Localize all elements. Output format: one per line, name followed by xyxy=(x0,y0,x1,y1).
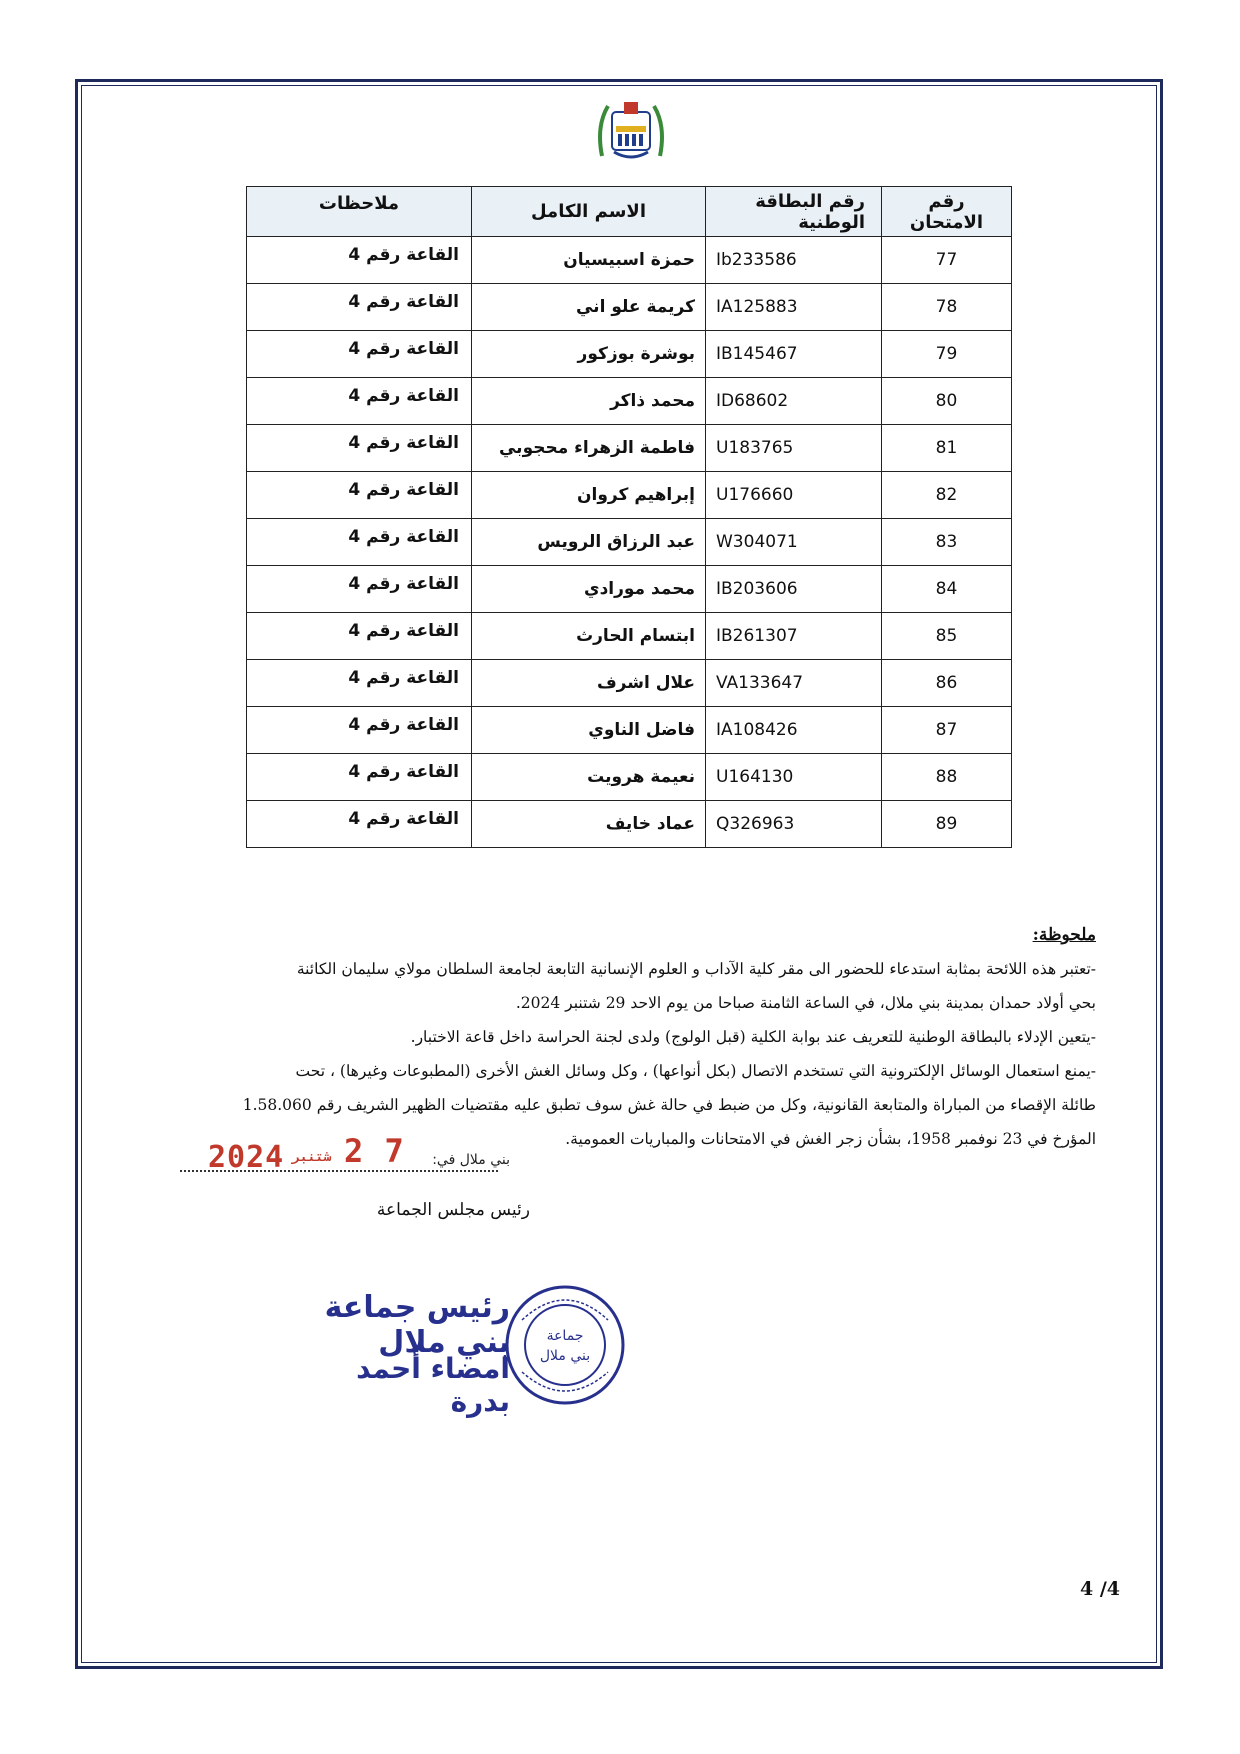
full-name-cell: نعيمة هرويت xyxy=(472,754,706,801)
table-row xyxy=(247,331,1012,378)
header-full-name: الاسم الكامل xyxy=(472,187,706,237)
exam-number-cell: 87 xyxy=(882,707,1012,754)
president-title: رئيس مجلس الجماعة xyxy=(376,1200,530,1220)
notes-cell: القاعة رقم 4 xyxy=(247,237,472,284)
notes-cell: القاعة رقم 4 xyxy=(247,425,472,472)
notes-cell: القاعة رقم 4 xyxy=(247,801,472,848)
national-id-cell: W304071 xyxy=(706,519,882,566)
table-row xyxy=(247,284,1012,331)
signature-area xyxy=(290,1280,650,1420)
table-row xyxy=(247,660,1012,707)
note-title: ملحوظة: xyxy=(1032,925,1096,945)
exam-number-cell: 84 xyxy=(882,566,1012,613)
national-id-cell: IA108426 xyxy=(706,707,882,754)
note-line: -يتعين الإدلاء بالبطاقة الوطنية للتعريف عند بوابة الكلية (قبل الولوج) ولدى لجنة الحراسة داخل قاعة الاختبار. xyxy=(410,1028,1096,1046)
notes-cell: القاعة رقم 4 xyxy=(247,707,472,754)
table-header-row xyxy=(247,187,1012,237)
full-name-cell: عبد الرزاق الرويس xyxy=(472,519,706,566)
full-name-cell: علال اشرف xyxy=(472,660,706,707)
exam-number-cell: 82 xyxy=(882,472,1012,519)
national-id-cell: IA125883 xyxy=(706,284,882,331)
notes-cell: القاعة رقم 4 xyxy=(247,566,472,613)
full-name-cell: محمد مورادي xyxy=(472,566,706,613)
notes-cell: القاعة رقم 4 xyxy=(247,284,472,331)
national-id-cell: U164130 xyxy=(706,754,882,801)
date-stamp-day: 2 7 xyxy=(344,1132,405,1170)
note-section xyxy=(200,918,1096,1156)
table-row xyxy=(247,707,1012,754)
municipal-emblem-icon xyxy=(594,96,668,164)
table-row xyxy=(247,801,1012,848)
notes-cell: القاعة رقم 4 xyxy=(247,331,472,378)
table-row xyxy=(247,754,1012,801)
note-line: -تعتبر هذه اللائحة بمثابة استدعاء للحضور الى مقر كلية الآداب و العلوم الإنسانية التابعة لجامعة السلطان مولاي سليمان الكائنة xyxy=(296,960,1096,978)
header-exam-number: رقم الامتحان xyxy=(882,187,1012,237)
full-name-cell: حمزة اسبيسيان xyxy=(472,237,706,284)
notes-cell: القاعة رقم 4 xyxy=(247,519,472,566)
table-row xyxy=(247,378,1012,425)
handwritten-signature-line2: امضاء أحمد بدرة xyxy=(356,1352,510,1418)
candidates-table xyxy=(246,186,1012,848)
exam-number-cell: 83 xyxy=(882,519,1012,566)
date-stamp-month: شتنبر xyxy=(292,1150,332,1165)
full-name-cell: عماد خايف xyxy=(472,801,706,848)
table-body xyxy=(247,237,1012,848)
national-id-cell: U183765 xyxy=(706,425,882,472)
notes-cell: القاعة رقم 4 xyxy=(247,378,472,425)
exam-number-cell: 77 xyxy=(882,237,1012,284)
table-row xyxy=(247,237,1012,284)
page-number: 4 /4 xyxy=(1080,1578,1120,1600)
table-row xyxy=(247,613,1012,660)
table-row xyxy=(247,425,1012,472)
note-line: بحي أولاد حمدان بمدينة بني ملال، في الساعة الثامنة صباحا من يوم الاحد 29 شتنبر 2024. xyxy=(515,994,1096,1012)
note-line: -يمنع استعمال الوسائل الإلكترونية التي تستخدم الاتصال (بكل أنواعها) ، وكل وسائل الغش الأخرى (المطبوعات وغيرها) ، تحت xyxy=(295,1062,1096,1080)
exam-number-cell: 79 xyxy=(882,331,1012,378)
handwritten-signature-line1: رئيس جماعة بني ملال xyxy=(324,1290,510,1360)
notes-cell: القاعة رقم 4 xyxy=(247,613,472,660)
svg-text:جماعة: جماعة xyxy=(546,1328,584,1344)
full-name-cell: بوشرة بوزكور xyxy=(472,331,706,378)
table-row xyxy=(247,566,1012,613)
date-prefix: بني ملال في: xyxy=(432,1152,510,1168)
svg-text:بني ملال: بني ملال xyxy=(539,1348,591,1364)
date-stamp-year: 2024 xyxy=(208,1140,285,1175)
exam-number-cell: 78 xyxy=(882,284,1012,331)
header-notes: ملاحظات xyxy=(247,187,472,237)
official-seal-icon xyxy=(500,1280,630,1410)
notes-cell: القاعة رقم 4 xyxy=(247,754,472,801)
full-name-cell: فاطمة الزهراء محجوبي xyxy=(472,425,706,472)
full-name-cell: محمد ذاكر xyxy=(472,378,706,425)
exam-number-cell: 80 xyxy=(882,378,1012,425)
table-row xyxy=(247,519,1012,566)
national-id-cell: Q326963 xyxy=(706,801,882,848)
full-name-cell: كريمة علو اني xyxy=(472,284,706,331)
national-id-cell: IB261307 xyxy=(706,613,882,660)
exam-number-cell: 85 xyxy=(882,613,1012,660)
national-id-cell: ID68602 xyxy=(706,378,882,425)
table-row xyxy=(247,472,1012,519)
header-national-id: رقم البطاقة الوطنية xyxy=(706,187,882,237)
full-name-cell: فاضل الناوي xyxy=(472,707,706,754)
note-line: طائلة الإقصاء من المباراة والمتابعة القانونية، وكل من ضبط في حالة غش سوف تطبق عليه مقتضيات الظهير الشريف رقم 1.58.060 xyxy=(242,1096,1096,1114)
national-id-cell: IB145467 xyxy=(706,331,882,378)
national-id-cell: U176660 xyxy=(706,472,882,519)
exam-number-cell: 81 xyxy=(882,425,1012,472)
national-id-cell: Ib233586 xyxy=(706,237,882,284)
notes-cell: القاعة رقم 4 xyxy=(247,660,472,707)
date-line xyxy=(180,1132,510,1182)
note-line: المؤرخ في 23 نوفمبر 1958، بشأن زجر الغش في الامتحانات والمباريات العمومية. xyxy=(565,1130,1096,1148)
full-name-cell: إبراهيم كروان xyxy=(472,472,706,519)
exam-number-cell: 89 xyxy=(882,801,1012,848)
national-id-cell: IB203606 xyxy=(706,566,882,613)
exam-number-cell: 88 xyxy=(882,754,1012,801)
notes-cell: القاعة رقم 4 xyxy=(247,472,472,519)
exam-number-cell: 86 xyxy=(882,660,1012,707)
national-id-cell: VA133647 xyxy=(706,660,882,707)
full-name-cell: ابتسام الحارث xyxy=(472,613,706,660)
